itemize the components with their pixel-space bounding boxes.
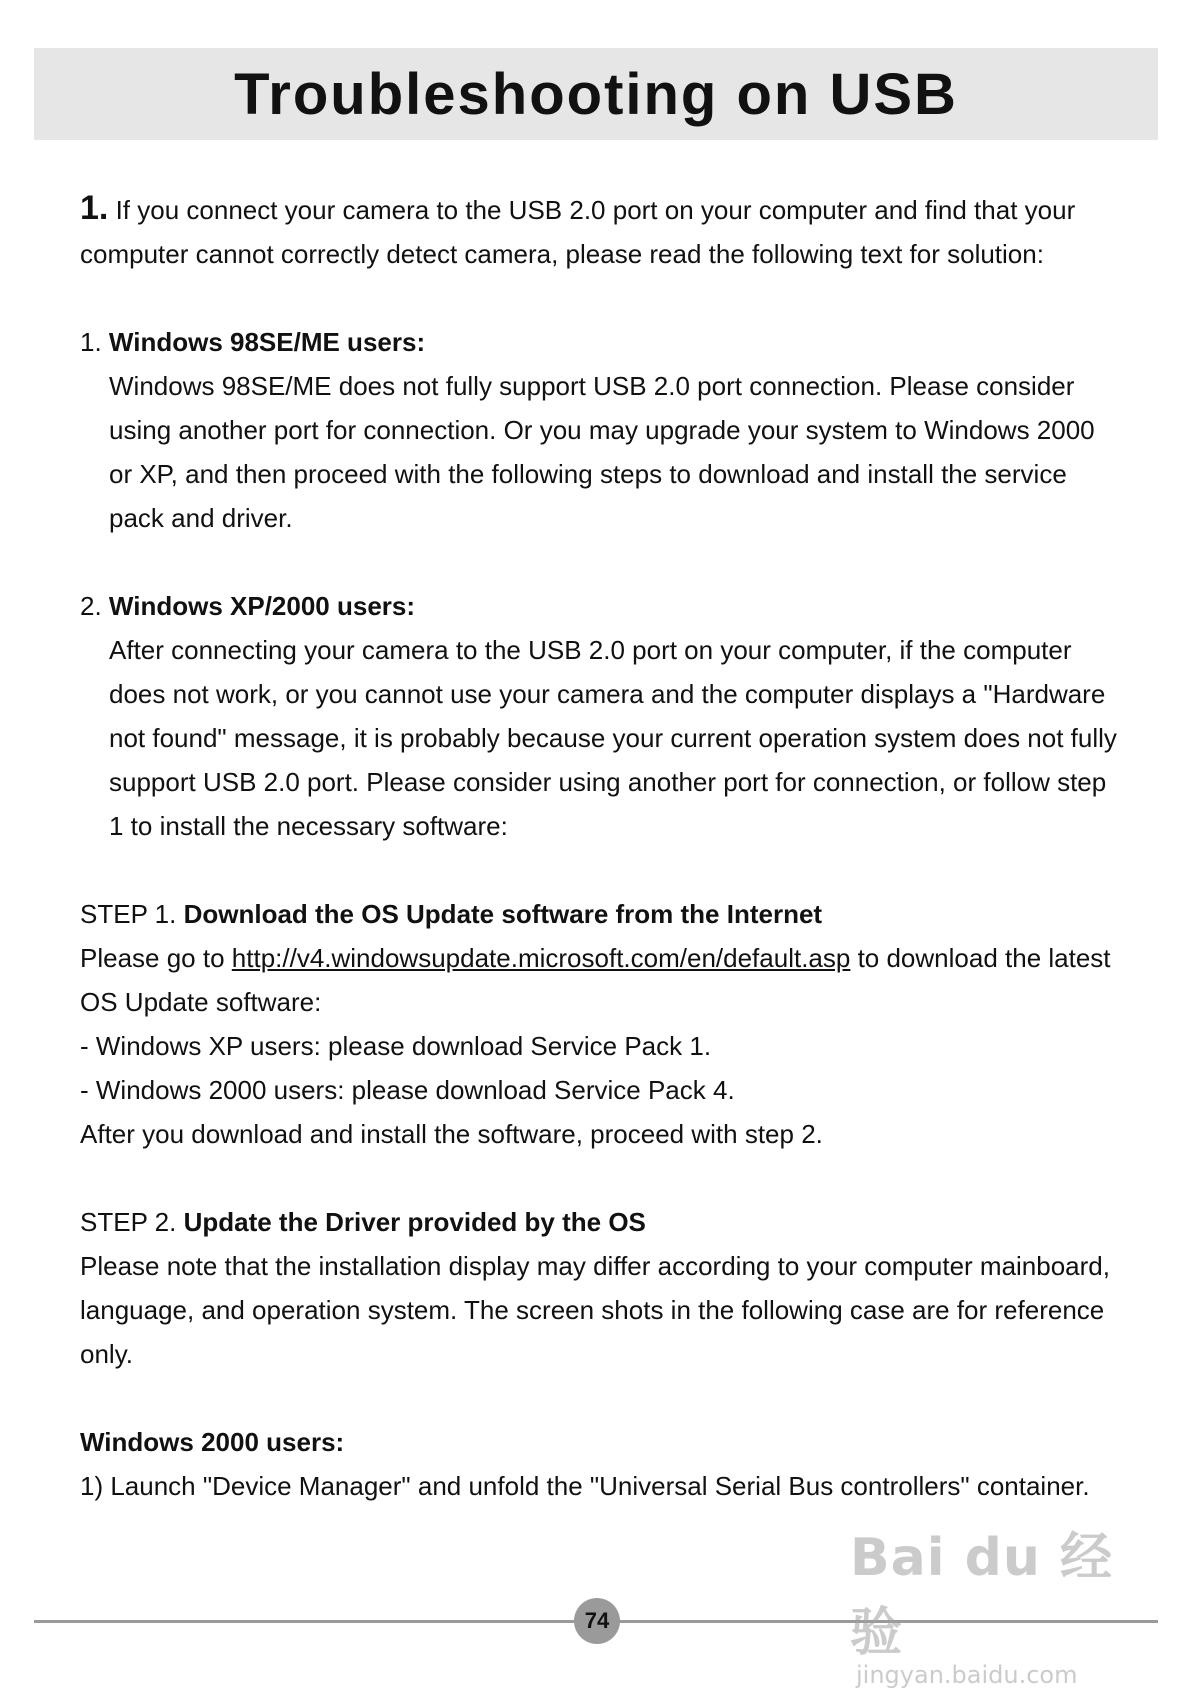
win2000-heading	[80, 1420, 1120, 1464]
intro-text: If you connect your camera to the USB 2.0 port on your computer and find that your computer cannot correctly detect camera, please read the following text for solution:	[80, 195, 1076, 269]
section1-number: 1.	[80, 327, 109, 357]
section1-title: Windows 98SE/ME users:	[108, 327, 426, 357]
step1-heading	[80, 892, 1120, 936]
step2-body: Please note that the installation display may differ according to your computer mainboard, language, and operation system. The screen shots in the following case are for reference only.	[80, 1251, 1110, 1369]
baidu-watermark	[850, 1515, 1130, 1689]
step1-title: Download the OS Update software from the Internet	[183, 899, 823, 929]
section2-heading	[80, 584, 1120, 628]
step1-bullet-2000: - Windows 2000 users: please download Service Pack 4.	[80, 1075, 735, 1105]
step1-label: STEP 1.	[80, 899, 184, 929]
section2-number: 2.	[80, 591, 109, 621]
intro-paragraph	[80, 186, 1120, 276]
watermark-site: jingyan.baidu.com	[856, 1661, 1078, 1689]
page-title: Troubleshooting on USB	[234, 61, 958, 127]
footer-divider-left	[34, 1620, 582, 1623]
step1-suffix: to download the latest OS Update software:	[80, 943, 1111, 1017]
intro-number: 1.	[80, 189, 109, 227]
step2-label: STEP 2.	[80, 1207, 184, 1237]
section2-title: Windows XP/2000 users:	[108, 591, 416, 621]
step1-bullet-xp: - Windows XP users: please download Service Pack 1.	[80, 1031, 712, 1061]
main-content	[80, 186, 1120, 1508]
win2000-title: Windows 2000 users:	[80, 1427, 345, 1457]
page-number-badge: 74	[574, 1598, 620, 1644]
windows-update-link[interactable]: http://v4.windowsupdate.microsoft.com/en/default.asp	[231, 943, 851, 973]
step2-heading	[80, 1200, 1120, 1244]
watermark-brand: Bai du 经验	[850, 1528, 1113, 1663]
step2-title: Update the Driver provided by the OS	[183, 1207, 646, 1237]
step1-instructions	[80, 936, 1120, 1024]
title-banner	[34, 48, 1158, 140]
section2-body: After connecting your camera to the USB 2.0 port on your computer, if the computer does not work, or you cannot use your camera and the computer displays a "Hardware not found" message, it is probably because your current operation system does not fully support USB 2.0 port. Please consider using another port for connection, or follow step 1 to install the necessary software:	[109, 635, 1117, 841]
section1-body: Windows 98SE/ME does not fully support USB 2.0 port connection. Please consider using another port for connection. Or you may upgrade your system to Windows 2000 or XP, and then proceed with the following steps to download and install the service pack and driver.	[109, 371, 1095, 533]
section1-heading	[80, 320, 1120, 364]
step1-prefix: Please go to	[80, 943, 232, 973]
win2000-item1: 1) Launch "Device Manager" and unfold the "Universal Serial Bus controllers" container.	[80, 1471, 1090, 1501]
step1-after: After you download and install the software, proceed with step 2.	[80, 1119, 823, 1149]
